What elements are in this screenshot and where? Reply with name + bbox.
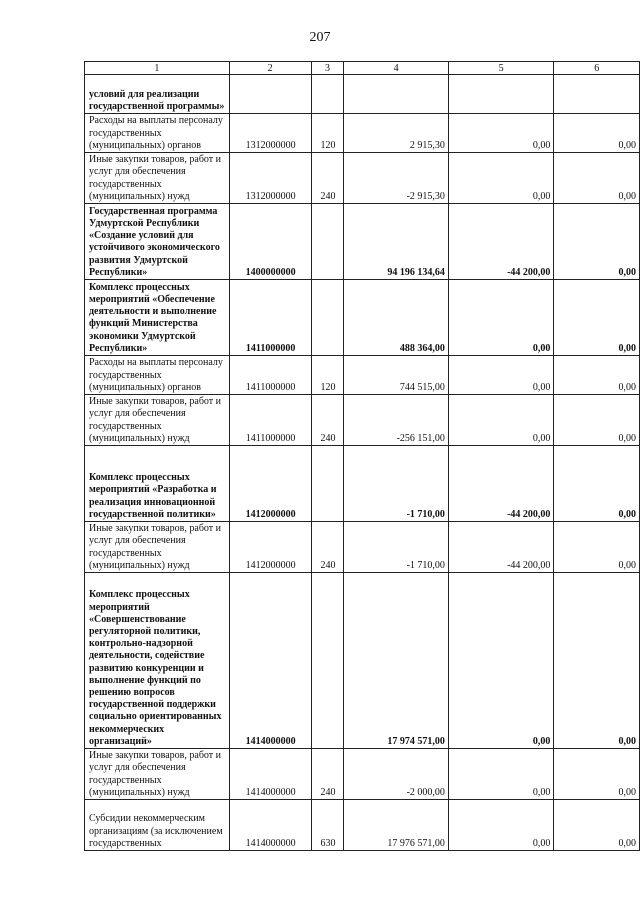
expense-type-cell: 120 [311,356,344,395]
column-5-cell: 0,00 [448,114,553,153]
table-body [85,62,640,851]
table-row [85,800,640,851]
column-6-cell: 0,00 [554,153,640,204]
amount-cell: -256 151,00 [344,395,448,446]
target-code-cell: 1414000000 [229,749,311,800]
row-name-cell: Иные закупки товаров, работ и услуг для обеспечения государственных (муниципальных) нужд [85,153,230,204]
table-row [85,280,640,356]
table-row [85,356,640,395]
column-6-cell: 0,00 [554,395,640,446]
table-row [85,446,640,522]
column-header: 6 [554,62,640,75]
column-6-cell: 0,00 [554,749,640,800]
column-6-cell: 0,00 [554,280,640,356]
column-header: 3 [311,62,344,75]
target-code-cell: 1412000000 [229,522,311,573]
target-code-cell [229,75,311,114]
table-row [85,75,640,114]
amount-cell: -1 710,00 [344,446,448,522]
column-5-cell: 0,00 [448,573,553,749]
expense-type-cell: 240 [311,522,344,573]
row-name-cell: Комплекс процессных мероприятий «Обеспечение деятельности и выполнение функций Министерства экономики Удмуртской Республики» [85,280,230,356]
row-name-cell: Комплекс процессных мероприятий «Разработка и реализация инновационной государственной политики» [85,446,230,522]
expense-type-cell [311,446,344,522]
row-name-cell: Субсидии некоммерческим организациям (за исключением государственных [85,800,230,851]
target-code-cell: 1411000000 [229,356,311,395]
expense-type-cell: 630 [311,800,344,851]
expense-type-cell [311,280,344,356]
column-6-cell: 0,00 [554,522,640,573]
row-name-cell: Комплекс процессных мероприятий «Совершенствование регуляторной политики, контрольно-надзорной деятельности, содействие развитию конкуренции и выполнение функций по решению вопросов государственной поддержки социально ориентированных некоммерческих организаций» [85,573,230,749]
table-row [85,153,640,204]
page-number: 207 [309,30,331,45]
expense-type-cell: 120 [311,114,344,153]
row-name-cell: Расходы на выплаты персоналу государственных (муниципальных) органов [85,356,230,395]
target-code-cell: 1414000000 [229,800,311,851]
column-5-cell: -44 200,00 [448,204,553,280]
column-5-cell: 0,00 [448,749,553,800]
budget-table [84,61,640,851]
expense-type-cell [311,204,344,280]
table-row [85,573,640,749]
column-6-cell: 0,00 [554,356,640,395]
column-6-cell [554,75,640,114]
target-code-cell: 1312000000 [229,153,311,204]
table-header-row [85,62,640,75]
column-header: 2 [229,62,311,75]
table-row [85,749,640,800]
table-row [85,114,640,153]
column-5-cell: -44 200,00 [448,446,553,522]
expense-type-cell [311,75,344,114]
amount-cell: 17 974 571,00 [344,573,448,749]
column-5-cell: 0,00 [448,800,553,851]
column-5-cell: -44 200,00 [448,522,553,573]
amount-cell: 2 915,30 [344,114,448,153]
column-5-cell: 0,00 [448,356,553,395]
target-code-cell: 1412000000 [229,446,311,522]
target-code-cell: 1312000000 [229,114,311,153]
target-code-cell: 1411000000 [229,395,311,446]
amount-cell: 744 515,00 [344,356,448,395]
expense-type-cell: 240 [311,749,344,800]
target-code-cell: 1400000000 [229,204,311,280]
column-6-cell: 0,00 [554,204,640,280]
column-6-cell: 0,00 [554,800,640,851]
column-5-cell: 0,00 [448,280,553,356]
target-code-cell: 1411000000 [229,280,311,356]
column-5-cell: 0,00 [448,395,553,446]
amount-cell: -2 915,30 [344,153,448,204]
column-6-cell: 0,00 [554,114,640,153]
column-header: 5 [448,62,553,75]
table-row [85,522,640,573]
table-row [85,204,640,280]
column-6-cell: 0,00 [554,573,640,749]
column-5-cell: 0,00 [448,153,553,204]
target-code-cell: 1414000000 [229,573,311,749]
row-name-cell: Иные закупки товаров, работ и услуг для обеспечения государственных (муниципальных) нужд [85,395,230,446]
column-header: 1 [85,62,230,75]
column-6-cell: 0,00 [554,446,640,522]
expense-type-cell: 240 [311,395,344,446]
amount-cell: -2 000,00 [344,749,448,800]
column-5-cell [448,75,553,114]
expense-type-cell [311,573,344,749]
row-name-cell: условий для реализации государственной программы» [85,75,230,114]
row-name-cell: Расходы на выплаты персоналу государственных (муниципальных) органов [85,114,230,153]
column-header: 4 [344,62,448,75]
row-name-cell: Иные закупки товаров, работ и услуг для обеспечения государственных (муниципальных) нужд [85,749,230,800]
amount-cell: 94 196 134,64 [344,204,448,280]
amount-cell: 17 976 571,00 [344,800,448,851]
amount-cell: -1 710,00 [344,522,448,573]
row-name-cell: Иные закупки товаров, работ и услуг для обеспечения государственных (муниципальных) нужд [85,522,230,573]
amount-cell: 488 364,00 [344,280,448,356]
amount-cell [344,75,448,114]
expense-type-cell: 240 [311,153,344,204]
table-row [85,395,640,446]
row-name-cell: Государственная программа Удмуртской Республики «Создание условий для устойчивого экономического развития Удмуртской Республики» [85,204,230,280]
